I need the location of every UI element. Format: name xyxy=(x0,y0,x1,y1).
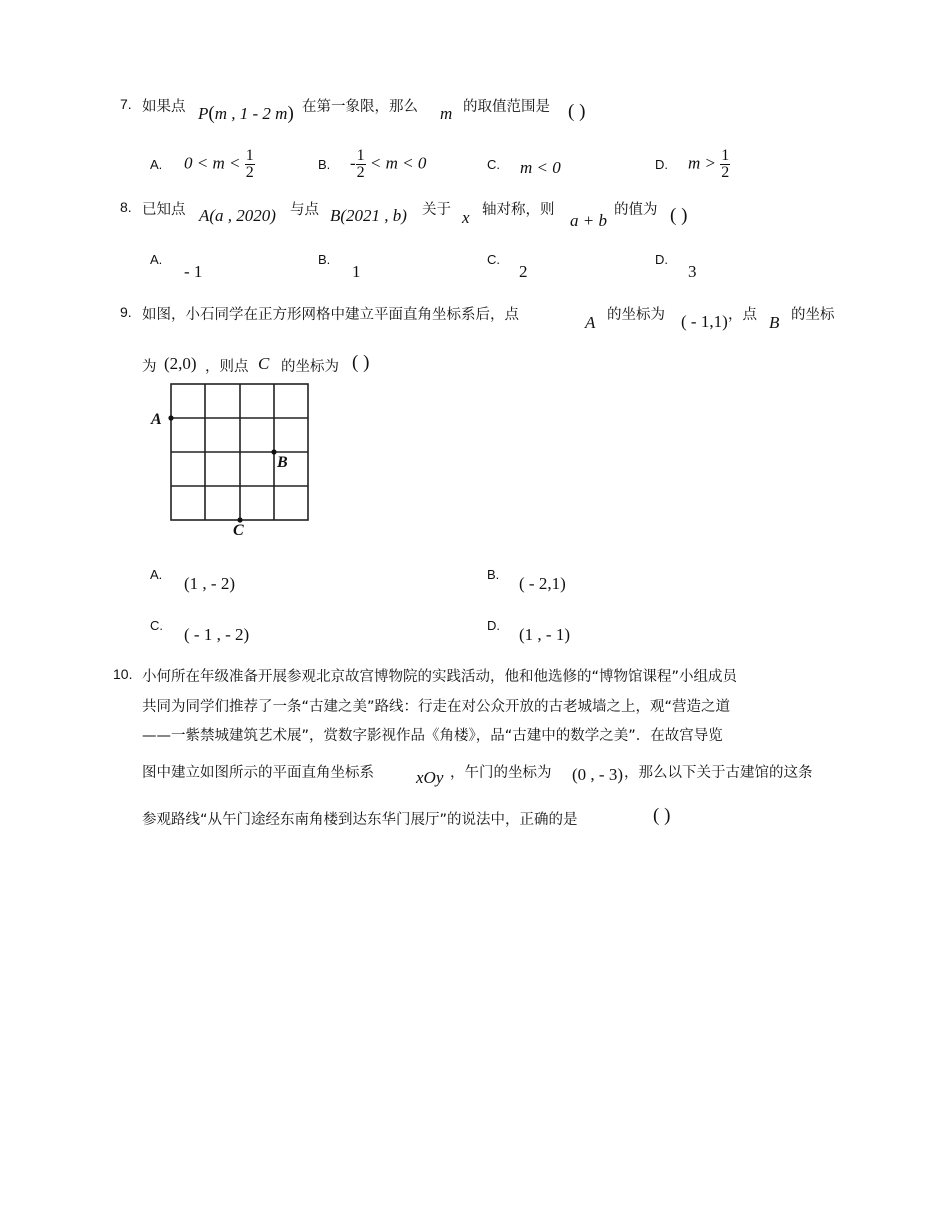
option-b-label: B. xyxy=(318,157,331,172)
option-d-value: m > $\frac{1}{2}$ xyxy=(688,147,730,181)
question-text: 的取值范围是 xyxy=(463,99,550,115)
question-number: 8. xyxy=(120,199,132,215)
question-number: 9. xyxy=(120,304,132,320)
answer-blank: ( ) xyxy=(653,805,671,826)
question-number: 10. xyxy=(113,666,133,682)
option-d-label: D. xyxy=(487,618,500,633)
question-text: 的坐标为 xyxy=(281,359,339,375)
question-number: 7. xyxy=(120,96,132,112)
option-c-label: C. xyxy=(487,157,500,172)
option-a-value: - 1 xyxy=(184,262,203,281)
option-c-value: ( - 1 , - 2) xyxy=(184,625,250,644)
point-a-dot xyxy=(168,415,173,420)
math-expr: a + b xyxy=(570,211,607,230)
math-coord-wumen: (0 , - 3) xyxy=(572,765,623,784)
point-b-dot xyxy=(271,449,276,454)
question-text: 的值为 xyxy=(614,202,658,218)
question-text-line-2: 共同为同学们推荐了一条“古建之美”路线：行走在对公众开放的古老城墙之上，观“营造之道 xyxy=(142,699,731,715)
coordinate-grid-figure xyxy=(145,378,320,548)
math-var-x: x xyxy=(462,208,470,227)
math-point-a: A(a , 2020) xyxy=(199,206,276,225)
option-d-value: (1 , - 1) xyxy=(519,625,570,644)
figure-label-b: B xyxy=(277,454,288,471)
question-text: 如图，小石同学在正方形网格中建立平面直角坐标系后，点 xyxy=(142,307,519,323)
question-text: ，点 xyxy=(728,307,757,323)
question-text-line-3: ——一紫禁城建筑艺术展”，赏数字影视作品《角楼》，品“古建中的数学之美”．在故宫导览 xyxy=(142,728,723,744)
option-b-label: B. xyxy=(487,567,500,582)
option-b-value: ( - 2,1) xyxy=(519,574,566,593)
option-c-label: C. xyxy=(150,618,163,633)
question-text-line-5: 参观路线“从午门途经东南角楼到达东华门展厅”的说法中，正确的是 xyxy=(142,812,578,828)
option-b-value: - $\frac{1}{2}$ < m < 0 xyxy=(350,147,427,181)
question-text-line-4a: 图中建立如图所示的平面直角坐标系 xyxy=(142,765,374,781)
question-text-line-4c: ，那么以下关于古建馆的这条 xyxy=(624,765,813,781)
math-var-a: A xyxy=(585,313,596,332)
question-text: ，则点 xyxy=(205,359,249,375)
option-c-value: 2 xyxy=(519,262,528,281)
option-c-value: m < 0 xyxy=(520,158,561,177)
option-a-label: A. xyxy=(150,252,163,267)
option-a-label: A. xyxy=(150,157,163,172)
math-var-b: B xyxy=(769,313,780,332)
math-coord-a: ( - 1,1) xyxy=(681,312,728,331)
question-text: 已知点 xyxy=(142,202,186,218)
answer-blank: ( ) xyxy=(670,205,688,226)
math-point-p: P(m , 1 - 2 m) xyxy=(198,103,294,124)
option-d-value: 3 xyxy=(688,262,697,281)
question-text: 的坐标 xyxy=(791,307,835,323)
math-point-b: B(2021 , b) xyxy=(330,206,407,225)
figure-label-c: C xyxy=(233,522,244,539)
question-text: 在第一象限，那么 xyxy=(302,99,418,115)
option-a-label: A. xyxy=(150,567,163,582)
option-d-label: D. xyxy=(655,157,668,172)
question-text: 关于 xyxy=(422,202,451,218)
option-c-label: C. xyxy=(487,252,500,267)
question-text: 轴对称，则 xyxy=(482,202,555,218)
question-text-line-4b: ，午门的坐标为 xyxy=(450,765,552,781)
question-text: 与点 xyxy=(290,202,319,218)
question-text: 如果点 xyxy=(142,99,186,115)
answer-blank: ( ) xyxy=(568,101,586,122)
question-text-line-1: 小何所在年级准备开展参观北京故宫博物院的实践活动，他和他选修的“博物馆课程”小组成员 xyxy=(142,669,738,685)
option-b-label: B. xyxy=(318,252,331,267)
option-d-label: D. xyxy=(655,252,668,267)
question-text: 为 xyxy=(142,359,157,375)
math-coord-b: (2,0) xyxy=(164,354,197,373)
option-b-value: 1 xyxy=(352,262,361,281)
math-xoy: xOy xyxy=(416,768,444,787)
figure-label-a: A xyxy=(151,411,162,428)
option-a-value: (1 , - 2) xyxy=(184,574,235,593)
question-text: 的坐标为 xyxy=(607,307,665,323)
option-a-value: 0 < m < $\frac{1}{2}$ xyxy=(184,147,254,181)
math-var-c: C xyxy=(258,354,270,373)
answer-blank: ( ) xyxy=(352,352,370,373)
math-var-m: m xyxy=(440,104,453,123)
